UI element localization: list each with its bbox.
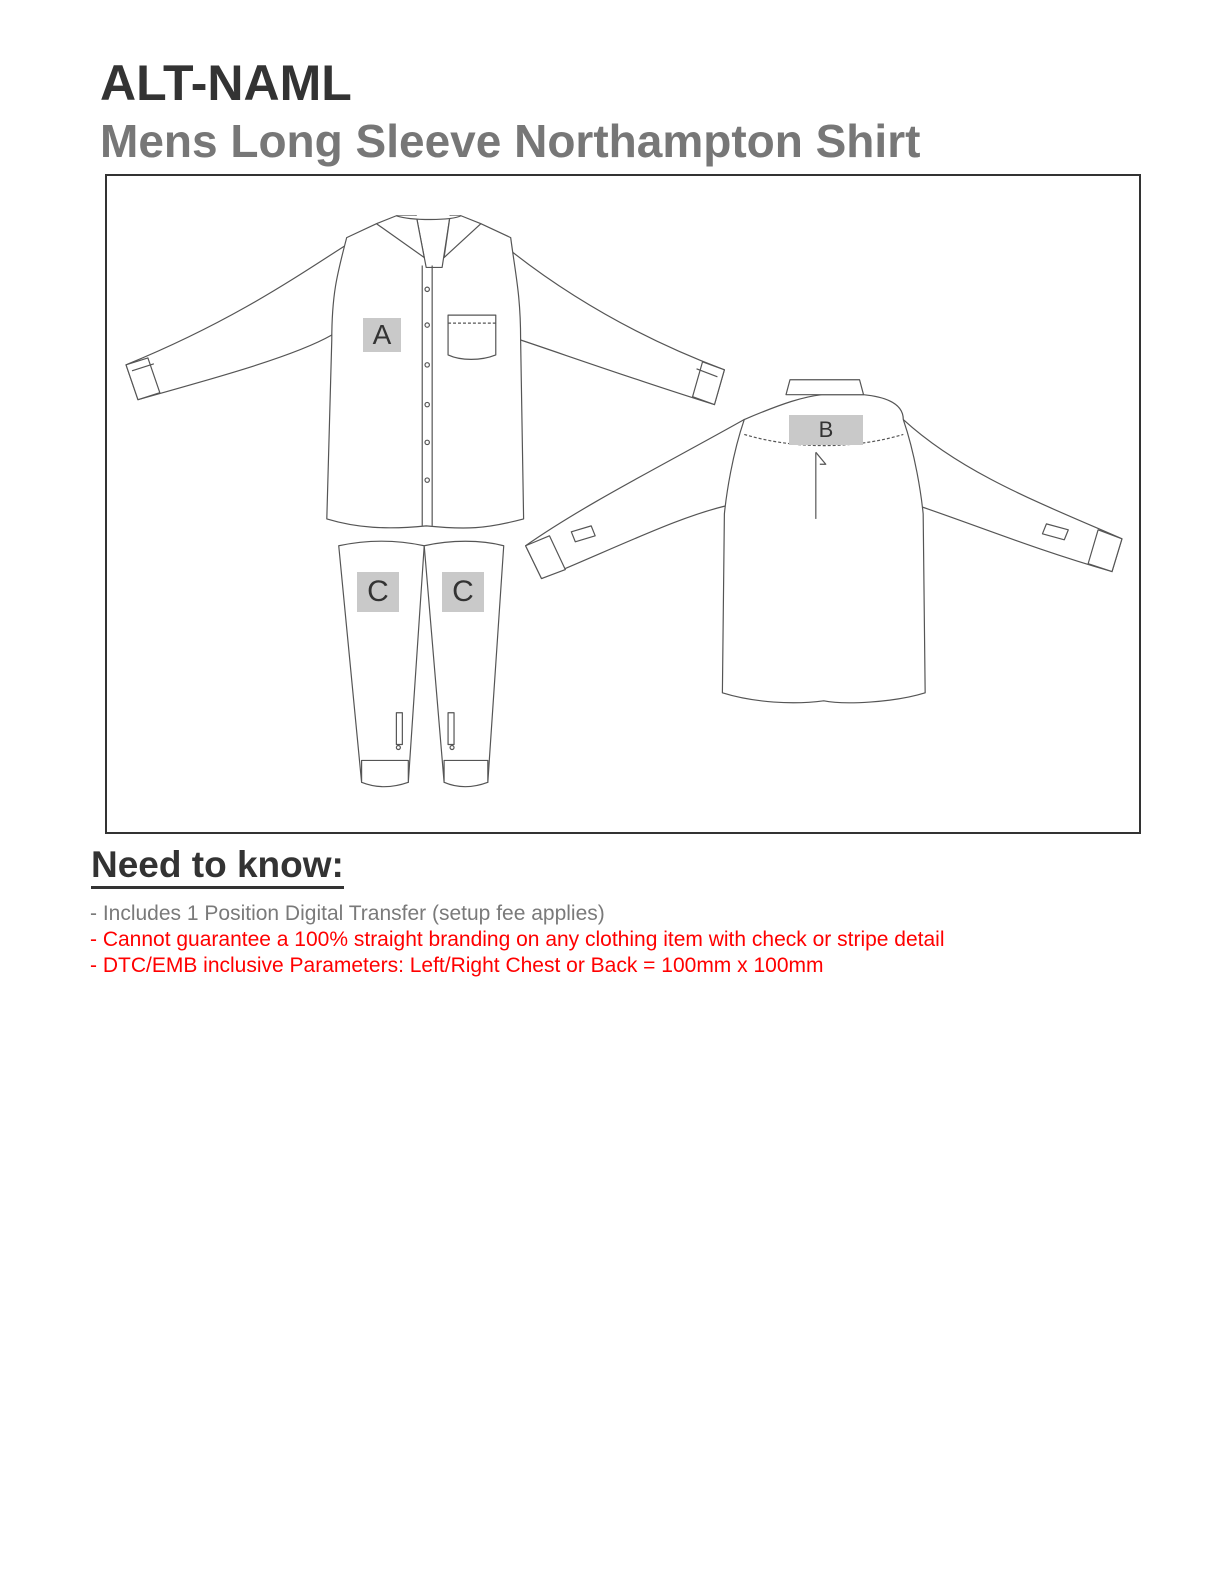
- garment-drawing-frame: [105, 174, 1141, 834]
- need-to-know-list: [90, 901, 945, 979]
- branding-zone-c-right: C: [442, 572, 484, 612]
- need-to-know-heading: Need to know:: [91, 846, 344, 889]
- product-code: ALT-NAML: [100, 55, 352, 111]
- note-item: - DTC/EMB inclusive Parameters: Left/Right Chest or Back = 100mm x 100mm: [90, 954, 824, 977]
- product-name: Mens Long Sleeve Northampton Shirt: [100, 115, 921, 167]
- branding-zone-b: B: [789, 415, 863, 445]
- branding-zone-c-left: C: [357, 572, 399, 612]
- note-item: - Cannot guarantee a 100% straight branding on any clothing item with check or stripe detail: [90, 928, 945, 951]
- note-item: - Includes 1 Position Digital Transfer (setup fee applies): [90, 902, 605, 925]
- shirt-technical-drawing: [107, 176, 1139, 832]
- branding-zone-a: A: [363, 318, 401, 352]
